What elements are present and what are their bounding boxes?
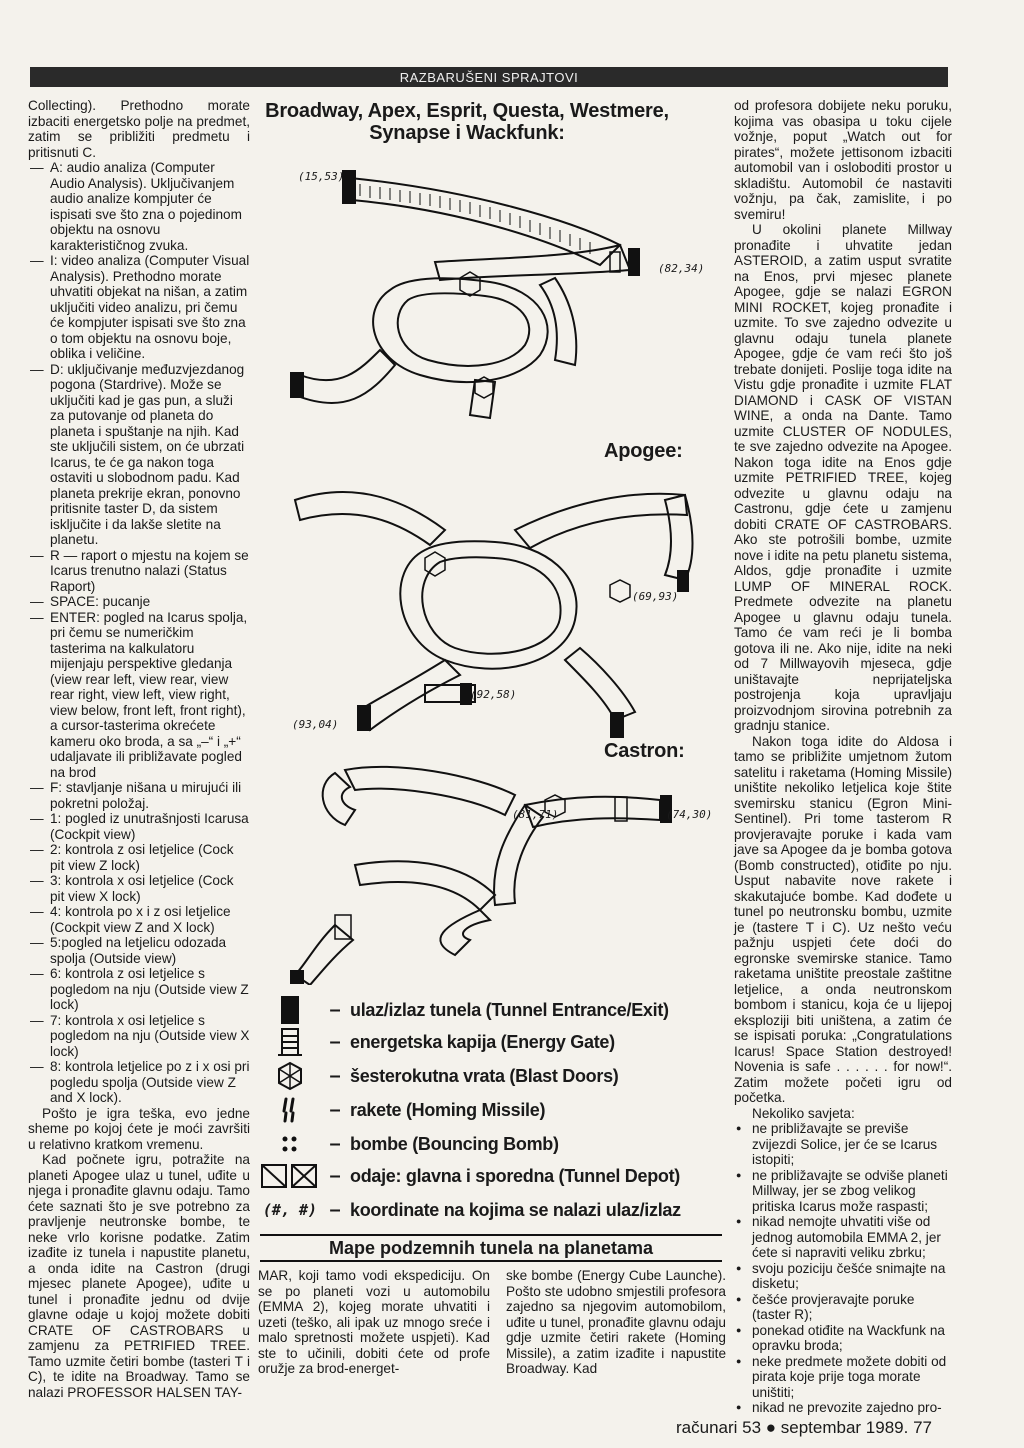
coordinate-label: (74,30) bbox=[666, 808, 713, 821]
bullet-item: ● neke predmete možete dobiti od pirata koje prije toga morate uništiti; bbox=[734, 1354, 952, 1401]
maps-caption: Mape podzemnih tunela na planetama bbox=[260, 1234, 722, 1262]
left-text-column bbox=[28, 98, 250, 1400]
right-text-column bbox=[734, 98, 952, 1416]
coordinate-label: (15,53) bbox=[298, 170, 345, 183]
section-header bbox=[30, 67, 948, 87]
legend-label: rakete (Homing Missile) bbox=[350, 1099, 546, 1120]
bullet-item: ● ne približavajte se odviše planeti Millway, jer se zbog velikog pritiska Icarus može raspasti; bbox=[734, 1168, 952, 1215]
paragraph: Pošto je igra teška, evo jedne sheme po kojoj ćete je moći završiti u relativno kratkom vremenu. bbox=[28, 1105, 250, 1152]
section-title: RAZBARUŠENI SPRAJTOVI bbox=[399, 69, 579, 85]
list-item: — SPACE: pucanje bbox=[28, 594, 250, 610]
paragraph: od profesora dobijete neku poruku, kojima vas obasipa u toku cijele vožnje, poput „Watch out for pirates“, možete jettisonom izbaciti automobil van i osloboditi prostor u skladištu. Automobil će nastaviti vožnju, pa čak, zamislite, i po svemiru! bbox=[734, 98, 952, 222]
list-item: — 4: kontrola po x i z osi letjelice (Cockpit view Z and X lock) bbox=[28, 904, 250, 935]
paragraph: Nakon toga idite do Aldosa i tamo se približite umjetnom žutom satelitu i raketama (Homing Missile) uništite nekoliko letjelica koje štite svemirsku stanicu (Egron Mini-Sentinel). Pri tome tasterom R provjeravajte poruke i kada vam jave sa Apogee da je bomba gotova (Bomb constructed), otiđite po nju. Usput nabavite nove rakete i skakutajuće bombe. Kad dođete u tunel po neutronsku bombu, uzmite je (tastere T i C). Uz nešto veću pažnju uspjeti ćete doći do egronske svemirske stanice. Tamo raketama uništite preostale zaštitne letjelice, a onda neutronskom bombom i stanicu, koja će u lijepoj eksploziji biti uništena, a zatim će se ispisati poruka: „Congratulations Icarus! Space Station destroyed! Novenia is safe . . . . . . for now!“. Zatim možete početi igru od početka. bbox=[734, 733, 952, 1105]
bullet-item: ● nikad ne prevozite zajedno pro- bbox=[734, 1400, 952, 1416]
list-item: — R — raport o mjestu na kojem se Icarus trenutno nalazi (Status Raport) bbox=[28, 548, 250, 595]
bullet-item: ● češće provjeravajte poruke (taster R); bbox=[734, 1292, 952, 1323]
bullet-item: ● svoju poziciju češće snimajte na disketu; bbox=[734, 1261, 952, 1292]
homing-missile-icon bbox=[260, 1094, 320, 1126]
list-item: — ENTER: pogled na Icarus spolja, pri čemu se numeričkim tasterima na kalkulatoru mijenjaju perspektive gledanja (view rear left, view rear, view rear right, view left, view right, view below, front left, front right), a cursor-tasterima okrećete kameru oko broda, a sa „–“ i „+“ udaljavate ili približavate pogled na brod bbox=[28, 610, 250, 781]
bouncing-bomb-icon bbox=[260, 1128, 320, 1160]
tunnel-depot-icon bbox=[260, 1160, 320, 1192]
legend-row-coordinates: (#, #) – koordinate na kojima se nalazi ulaz/izlaz bbox=[260, 1194, 730, 1226]
bullet-item: ● nikad nemojte uhvatiti više od jednog automobila EMMA 2, jer ćete si napraviti veliku zbrku; bbox=[734, 1214, 952, 1261]
bullet-item: ● ne približavajte se previše zvijezdi Solice, jer će se Icarus istopiti; bbox=[734, 1121, 952, 1168]
legend-row-energy-gate: – energetska kapija (Energy Gate) bbox=[260, 1026, 730, 1058]
apogee-map-title: Apogee: bbox=[604, 440, 683, 462]
list-item: — 5:pogled na letjelicu odozada spolja (Outside view) bbox=[28, 935, 250, 966]
list-item: — 2: kontrola z osi letjelice (Cock pit view Z lock) bbox=[28, 842, 250, 873]
list-item: — D: uključivanje međuzvjezdanog pogona (Stardrive). Može se uključiti kad je gas pun, a služi za putovanje od planeta do planeta i spuštanje na njih. Kad ste uključili sistem, on će ubrzati Icarus, te će ga nakon toga ostaviti u slobodnom padu. Kad planeta prekrije ekran, ponovno pritisnite taster D, da sistem isključite i da lakše sletite na planetu. bbox=[28, 362, 250, 548]
paragraph: Collecting). Prethodno morate izbaciti energetsko polje na predmet, zatim se približiti predmetu i pritisnuti C. bbox=[28, 98, 250, 160]
legend-row-blast-doors: – šesterokutna vrata (Blast Doors) bbox=[260, 1060, 730, 1092]
list-item: — 3: kontrola x osi letjelice (Cock pit view X lock) bbox=[28, 873, 250, 904]
coordinate-label: (69,93) bbox=[632, 590, 679, 603]
castron-map-title: Castron: bbox=[604, 740, 685, 762]
page-footer: računari 53 ● septembar 1989. 77 bbox=[676, 1418, 932, 1437]
legend-row-bouncing-bomb: – bombe (Bouncing Bomb) bbox=[260, 1128, 730, 1160]
legend-label: odaje: glavna i sporedna (Tunnel Depot) bbox=[350, 1165, 680, 1186]
bullet-item: ● ponekad otiđite na Wackfunk na opravku broda; bbox=[734, 1323, 952, 1354]
legend-row-homing-missile: – rakete (Homing Missile) bbox=[260, 1094, 730, 1126]
coordinate-label: (82,34) bbox=[658, 262, 705, 275]
coordinate-label: (81,71) bbox=[512, 808, 559, 821]
legend-row-tunnel-depot: – odaje: glavna i sporedna (Tunnel Depot) bbox=[260, 1160, 730, 1192]
tunnel-entrance-icon bbox=[260, 994, 320, 1026]
coordinate-label: (92,58) bbox=[470, 688, 517, 701]
legend-label: šesterokutna vrata (Blast Doors) bbox=[350, 1065, 619, 1086]
legend-label: energetska kapija (Energy Gate) bbox=[350, 1031, 615, 1052]
list-item: — 1: pogled iz unutrašnjosti Icarusa (Cockpit view) bbox=[28, 811, 250, 842]
list-item: — F: stavljanje nišana u mirujući ili pokretni položaj. bbox=[28, 780, 250, 811]
paragraph: U okolini planete Millway pronađite i uhvatite jedan ASTEROID, a zatim usput svratite na Enos, prvi mjesec planete Apogee, gdje se nalazi EGRON MINI ROCKET, kojeg pronađite i uzmite. To sve zajedno odvezite u glavnu odaju tunela planete Apogee, gdje će vam reći što još trebate donijeti. Poslije toga idite na Vistu gdje pronađite i uzmite FLAT DIAMOND i CASK OF VISTAN WINE, a onda na Dante. Tamo uzmite CLUSTER OF NODULES, te sve zajedno odvezite na Apogee. Nakon toga idite na Enos gdje uzmite PETRIFIED TREE, kojeg odvezite u glavnu odaju na Castronu, gdje ćete u zamjenu dobiti CRATE OF CASTROBARS. Ako ste potrošili bombe, uzmite nove i idite na petu planetu sistema, Aldos, gdje pronađite i uzmite LUMP OF MINERAL ROCK. Predmete odvezite na planetu Apogee u glavnu odaju tunela. Tamo će vam reći je li bomba gotova ili ne. Ako nije, idite na neki od 7 Millwayovih mjeseca, gdje uništavajte neprijateljska postrojenja koja upravljaju proizvodnjom sirovina potrebnih za gradnju stanice. bbox=[734, 222, 952, 733]
legend-label: koordinate na kojima se nalazi ulaz/izlaz bbox=[350, 1199, 681, 1220]
bottom-text-column-b: ske bombe (Energy Cube Launche). Pošto ste udobno smjestili profesora zajedno sa njegovim automobilom, uđite u tunel, pronađite glavnu odaju gdje uzmite četiri rakete (Homing Missile), a zatim izađite i napustite Broadway. Kad bbox=[506, 1268, 726, 1376]
list-item: — I: video analiza (Computer Visual Analysis). Prethodno morate uhvatiti objekat na nišan, a zatim uključiti video analizu, pri čemu će kompjuter ispisati sve što zna o tom objektu na osnovu boje, oblika i veličine. bbox=[28, 253, 250, 362]
list-item: — A: audio analiza (Computer Audio Analysis). Uključivanjem audio analize kompjuter će ispisati sve što zna o pojedinom objektu na osnovu karakterističnog zvuka. bbox=[28, 160, 250, 253]
coordinate-label: (93,04) bbox=[292, 718, 339, 731]
blast-doors-icon bbox=[260, 1060, 320, 1092]
paragraph: Kad počnete igru, potražite na planeti Apogee ulaz u tunel, uđite u njega i pronađite glavnu odaju. Tamo ćete saznati što je sve potrebno za pravljenje neutronske bombe, te neke vrlo korisne podatke. Zatim izađite iz tunela i napustite planetu, a onda idite na Castron (drugi mjesec planete Apogee), uđite u tunel i pronađite jednu od dvije glavne odaje u kojoj možete dobiti CRATE OF CASTROBARS u zamjenu za PETRIFIED TREE. Tamo uzmite četiri bombe (tasteri T i C), te idite na Broadway. Tamo se nalazi PROFESSOR HALSEN TAY- bbox=[28, 1152, 250, 1400]
broadway-map-title: Broadway, Apex, Esprit, Questa, Westmere, Synapse i Wackfunk: bbox=[265, 100, 669, 144]
legend-label: bombe (Bouncing Bomb) bbox=[350, 1133, 559, 1154]
list-item: — 8: kontrola letjelice po z i x osi pri pogledu spolja (Outside view Z and X lock). bbox=[28, 1059, 250, 1106]
castron-tunnel-map bbox=[275, 755, 715, 985]
paragraph: Nekoliko savjeta: bbox=[752, 1105, 855, 1121]
broadway-tunnel-map bbox=[270, 150, 730, 440]
list-item: — 6: kontrola z osi letjelice s pogledom na nju (Outside view Z lock) bbox=[28, 966, 250, 1013]
legend-label: ulaz/izlaz tunela (Tunnel Entrance/Exit) bbox=[350, 999, 669, 1020]
bottom-text-column-a: MAR, koji tamo vodi ekspediciju. On se po planeti vozi u automobilu (EMMA 2), kojeg morate uhvatiti i uzeti (teško, ali ipak uz mnogo sreće i malo spretnosti možete uspjeti). Kad ste to učinili, dobiti ćete od profe oružje za brod-energet- bbox=[258, 1268, 490, 1376]
energy-gate-icon bbox=[260, 1026, 320, 1058]
legend-row-tunnel-entrance: – ulaz/izlaz tunela (Tunnel Entrance/Exit) bbox=[260, 994, 730, 1026]
coordinates-icon bbox=[260, 1194, 320, 1226]
coordinates-symbol: (#, #) bbox=[262, 1201, 318, 1219]
list-item: — 7: kontrola x osi letjelice s pogledom na nju (Outside view X lock) bbox=[28, 1013, 250, 1060]
